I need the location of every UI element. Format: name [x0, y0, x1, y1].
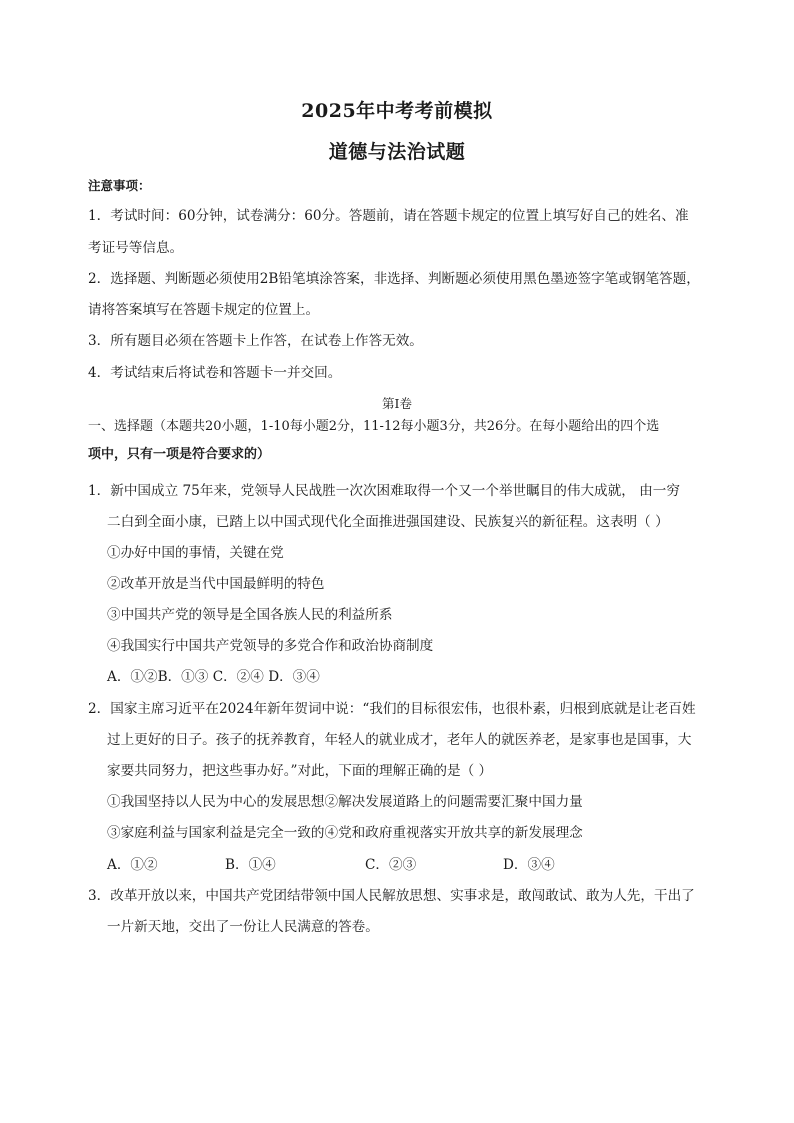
question-1-statement: ①办好中国的事情，关键在党 — [107, 545, 284, 561]
section-heading: 一、选择题（本题共20小题，1-10每小题2分，11-12每小题3分，共26分。在每小题给出的四个选 — [88, 419, 660, 434]
notice-item: 请将答案填写在答题卡规定的位置上。 — [88, 302, 320, 318]
question-1-choices: A．①②B．①③ C．②④ D．③④ — [107, 669, 320, 685]
volume-label: 第Ⅰ卷 — [382, 396, 412, 411]
notice-item: 2．选择题、判断题必须使用2B铅笔填涂答案，非选择、判断题必须使用黑色墨迹签字笔或钢笔答题， — [88, 271, 700, 287]
question-1-stem: 1．新中国成立 75年来，党领导人民战胜一次次困难取得一个又一个举世瞩目的伟大成就， 由一穷 — [88, 483, 680, 499]
exam-subtitle: 道德与法治试题 — [328, 141, 466, 163]
question-2-stem-cont: 家要共同努力，把这些事办好。”对此，下面的理解正确的是（ ） — [107, 763, 493, 779]
question-1-stem-cont: 二白到全面小康，已踏上以中国式现代化全面推进强国建设、民族复兴的新征程。这表明（ ） — [107, 514, 669, 530]
question-2-statements: ①我国坚持以人民为中心的发展思想②解决发展道路上的问题需要汇聚中国力量 — [107, 794, 583, 810]
question-2-stem: 2．国家主席习近平在2024年新年贺词中说：“我们的目标很宏伟，也很朴素，归根到底就是让老百姓 — [88, 701, 696, 717]
exam-title: 2025年中考考前模拟 — [301, 100, 493, 122]
notice-heading: 注意事项： — [88, 178, 151, 193]
question-1-statement: ③中国共产党的领导是全国各族人民的利益所系 — [107, 607, 393, 623]
notice-item: 3．所有题目必须在答题卡上作答，在试卷上作答无效。 — [88, 333, 423, 349]
question-2-choice-c: C．②③ — [365, 857, 417, 873]
notice-item: 考证号等信息。 — [88, 240, 184, 256]
question-2-choice-a: A．①② — [107, 857, 158, 873]
notice-item: 1．考试时间：60分钟，试卷满分：60分。答题前，请在答题卡规定的位置上填写好自己的姓名、准 — [88, 208, 689, 224]
question-3-stem-cont: 一片新天地，交出了一份让人民满意的答卷。 — [107, 919, 379, 935]
question-2-statements: ③家庭利益与国家利益是完全一致的④党和政府重视落实开放共享的新发展理念 — [107, 825, 583, 841]
question-2-choice-d: D．③④ — [503, 857, 555, 873]
section-heading-cont: 项中，只有一项是符合要求的） — [88, 447, 271, 462]
question-2-stem-cont: 过上更好的日子。孩子的抚养教育，年轻人的就业成才，老年人的就医养老，是家事也是国事，大 — [107, 732, 692, 748]
question-1-statement: ④我国实行中国共产党领导的多党合作和政治协商制度 — [107, 638, 434, 654]
notice-item: 4．考试结束后将试卷和答题卡一并交回。 — [88, 365, 342, 381]
question-1-statement: ②改革开放是当代中国最鲜明的特色 — [107, 576, 325, 592]
question-2-choice-b: B．①④ — [225, 857, 276, 873]
question-3-stem: 3．改革开放以来，中国共产党团结带领中国人民解放思想、实事求是，敢闯敢试、敢为人先，干出了 — [88, 888, 695, 904]
